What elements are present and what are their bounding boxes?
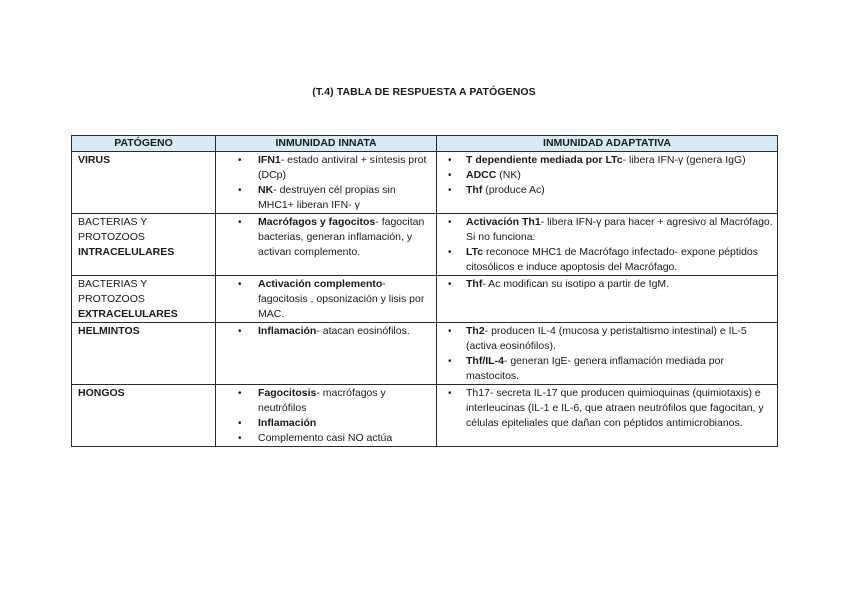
- adaptive-cell: [437, 152, 778, 214]
- item-text: - atacan eosinófilos.: [316, 325, 410, 337]
- adaptive-cell: [437, 276, 778, 323]
- pathogen-cell: [72, 323, 216, 385]
- table-row: [72, 323, 778, 385]
- pathogen-line: BACTERIAS Y: [78, 278, 148, 290]
- item-text: - generan IgE- genera inflamación mediada por mastocitos.: [466, 355, 724, 382]
- item-term: Thf: [466, 278, 483, 290]
- item-text: (NK): [496, 169, 521, 181]
- item-text: - Ac modifican su isotipo a partir de IgM.: [482, 278, 670, 290]
- item-term: Thf/IL-4: [466, 355, 504, 367]
- table-row: [72, 214, 778, 276]
- pathogen-name: VIRUS: [78, 154, 111, 166]
- list-item: [222, 183, 432, 213]
- pathogen-cell: [72, 276, 216, 323]
- pathogen-line: PROTOZOOS: [78, 231, 145, 243]
- header-patogeno: PATÓGENO: [72, 136, 216, 152]
- pathogen-cell: [72, 152, 216, 214]
- adaptive-cell: [437, 323, 778, 385]
- list-item: [222, 215, 432, 260]
- item-term: IFN1: [258, 154, 281, 166]
- pathogen-response-table: [71, 135, 778, 447]
- list-item: [222, 416, 432, 431]
- item-text: - fagocitosis , opsonización y lisis por MAC.: [258, 278, 425, 320]
- pathogen-line: BACTERIAS Y: [78, 216, 148, 228]
- list-item: [443, 215, 773, 245]
- page-title: (T.4) TABLA DE RESPUESTA A PATÓGENOS: [312, 86, 536, 98]
- item-term: Thf: [466, 184, 483, 196]
- item-term: Th2: [466, 325, 485, 337]
- list-item: [443, 354, 773, 384]
- list-item: [443, 386, 773, 431]
- item-term: Fagocitosis: [258, 387, 317, 399]
- header-row: [72, 136, 778, 152]
- innate-cell: [216, 152, 437, 214]
- item-text: - producen IL-4 (mucosa y peristaltismo intestinal) e IL-5 (activa eosinófilos).: [466, 325, 747, 352]
- innate-cell: [216, 385, 437, 447]
- list-item: [222, 153, 432, 183]
- list-item: [222, 386, 432, 416]
- item-text: - macrófagos y neutrófilos: [258, 387, 386, 414]
- innate-cell: [216, 276, 437, 323]
- pathogen-cell: [72, 214, 216, 276]
- table-row: [72, 385, 778, 447]
- item-term: LTc: [466, 246, 484, 258]
- adaptive-cell: [437, 385, 778, 447]
- pathogen-name: HELMINTOS: [78, 325, 140, 337]
- list-item: [222, 277, 432, 322]
- innate-cell: [216, 323, 437, 385]
- item-term: NK: [258, 184, 274, 196]
- item-text: (produce Ac): [482, 184, 545, 196]
- list-item: [443, 245, 773, 275]
- list-item: [222, 324, 432, 339]
- item-term: ADCC: [466, 169, 497, 181]
- item-text: - libera IFN-γ para hacer + agresivo al Macrófago. Si no funciona:: [466, 216, 773, 243]
- pathogen-line: PROTOZOOS: [78, 293, 145, 305]
- item-term: T dependiente mediada por LTc: [466, 154, 623, 166]
- item-term: Activación Th1: [466, 216, 541, 228]
- list-item: [443, 168, 773, 183]
- innate-cell: [216, 214, 437, 276]
- item-term: Inflamación: [258, 417, 317, 429]
- header-innata: INMUNIDAD INNATA: [216, 136, 437, 152]
- list-item: [443, 153, 773, 168]
- item-term: Macrófagos y fagocitos: [258, 216, 376, 228]
- item-text: - libera IFN-γ (genera IgG): [622, 154, 746, 166]
- item-term: Activación complemento: [258, 278, 383, 290]
- adaptive-cell: [437, 214, 778, 276]
- pathogen-line: INTRACELULARES: [78, 246, 175, 258]
- item-text: reconoce MHC1 de Macrófago infectado- expone péptidos citosólicos e induce apoptosis del Macrófago.: [466, 246, 759, 273]
- list-item: [443, 183, 773, 198]
- item-text: - fagocitan bacterias, generan inflamación, y activan complemento.: [258, 216, 425, 258]
- item-text: - estado antiviral + síntesis prot (DCp): [258, 154, 427, 181]
- pathogen-name: HONGOS: [78, 387, 125, 399]
- pathogen-cell: [72, 385, 216, 447]
- item-text: - destruyen cél propias sin MHC1+ liberan IFN- γ: [258, 184, 396, 211]
- item-text: Complemento casi NO actúa: [258, 432, 393, 444]
- table-row: [72, 276, 778, 323]
- header-adaptativa: INMUNIDAD ADAPTATIVA: [437, 136, 778, 152]
- item-text: Th17- secreta IL-17 que producen quimioquinas (quimiotaxis) e interleucinas (IL-1 e IL-6, que atraen neutrófilos que fagocitan, y células epiteliales que dañan con péptidos antimicrobianos.: [466, 387, 764, 429]
- pathogen-line: EXTRACELULARES: [78, 308, 178, 320]
- list-item: [222, 431, 432, 446]
- list-item: [443, 277, 773, 292]
- list-item: [443, 324, 773, 354]
- table-row: [72, 152, 778, 214]
- item-term: Inflamación: [258, 325, 317, 337]
